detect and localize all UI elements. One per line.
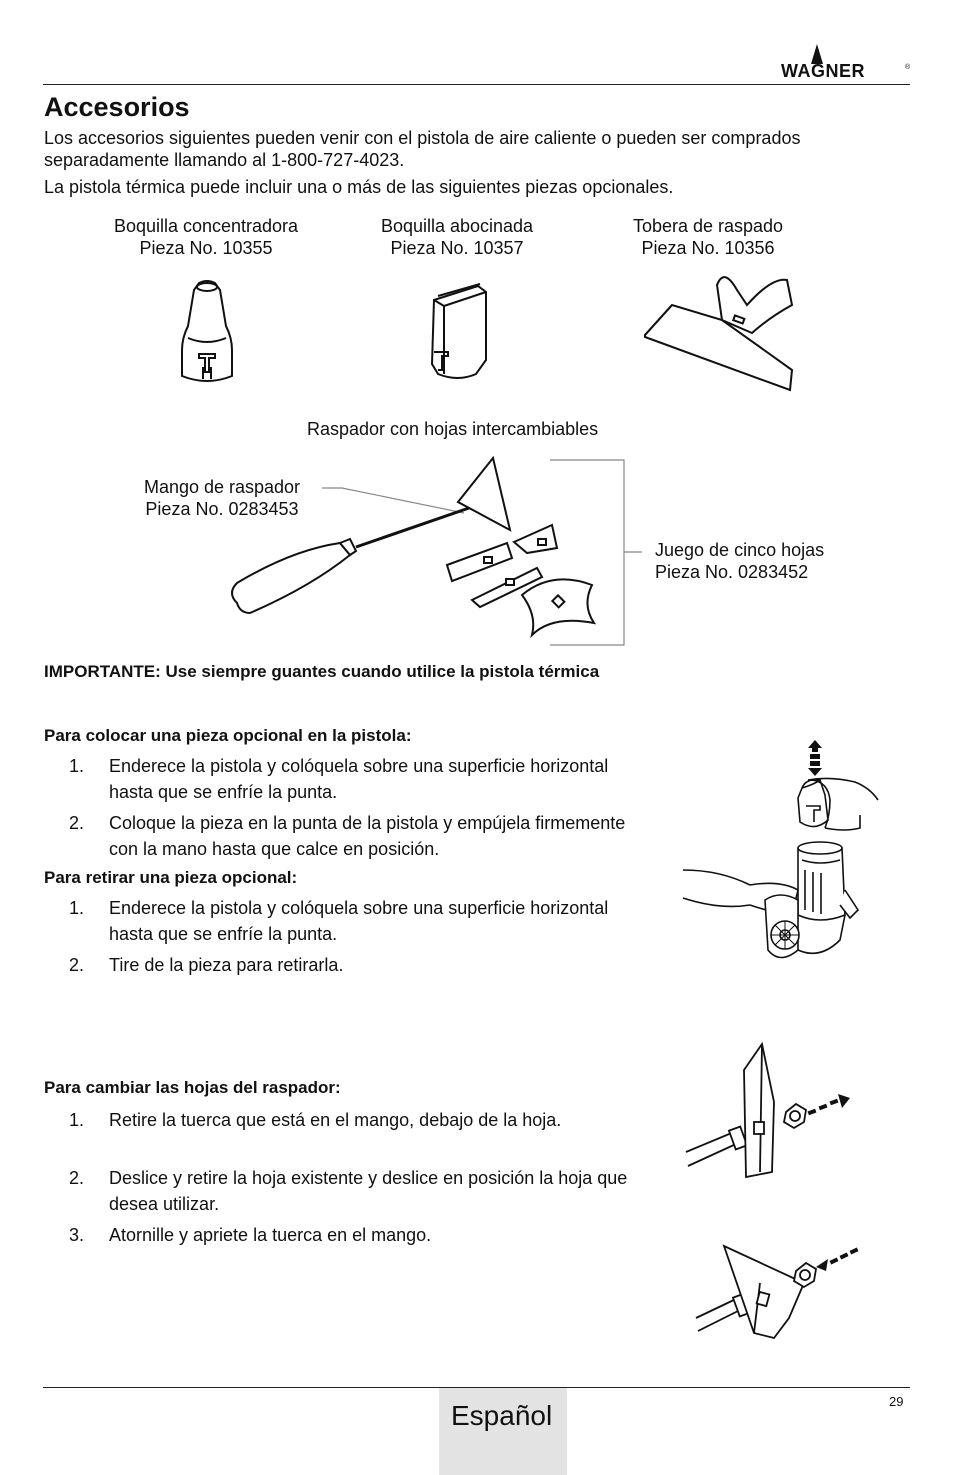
wagner-logo-text: WAGNER — [781, 61, 865, 81]
scraper-set-illustration — [222, 455, 642, 655]
accessory-caption-1 — [114, 215, 298, 259]
blades-name: Juego de cinco hojas — [655, 540, 825, 560]
attach-step-1-text: Enderece la pistola y colóquela sobre una superficie horizontal hasta que se enfríe la punta. — [109, 756, 609, 802]
blades-caption — [655, 539, 824, 583]
attach-step-2-number: 2. — [69, 813, 85, 833]
page-number: 29 — [889, 1394, 904, 1409]
attach-step-1-number: 1. — [69, 756, 85, 776]
accessory-name: Boquilla abocinada — [380, 216, 534, 236]
remove-step-1-number: 1. — [69, 898, 85, 918]
page-title: Accesorios — [44, 92, 190, 122]
handle-name: Mango de raspador — [143, 477, 301, 497]
accessory-name: Tobera de raspado — [632, 216, 784, 236]
blades-step-1-number: 1. — [69, 1110, 85, 1130]
attach-heading: Para colocar una pieza opcional en la pistola: — [44, 726, 412, 745]
heat-gun-attach-illustration — [680, 740, 880, 980]
concentrator-nozzle-icon — [177, 278, 247, 388]
accessory-part-number: Pieza No. 10356 — [641, 238, 775, 258]
blades-step-2-number: 2. — [69, 1168, 85, 1188]
language-tab — [439, 1388, 567, 1475]
intro-paragraph-2: La pistola térmica puede incluir una o más de las siguientes piezas opcionales. — [44, 177, 674, 197]
header-rule — [43, 84, 910, 85]
remove-step-2-number: 2. — [69, 955, 85, 975]
blades-heading: Para cambiar las hojas del raspador: — [44, 1078, 341, 1097]
accessory-name: Boquilla concentradora — [113, 216, 299, 236]
fan-nozzle-icon — [420, 278, 495, 388]
blades-step-3-text: Atornille y apriete la tuerca en el mango. — [109, 1225, 432, 1245]
blades-step-2-text: Deslice y retire la hoja existente y deslice en posición la hoja que desea utilizar. — [109, 1168, 628, 1214]
accessory-caption-3 — [633, 215, 783, 259]
registered-mark: ® — [905, 64, 911, 71]
accessory-part-number: Pieza No. 10357 — [390, 238, 524, 258]
handle-part-number: Pieza No. 0283453 — [145, 499, 299, 519]
blades-step-3-number: 3. — [69, 1225, 85, 1245]
language-label: Español — [451, 1400, 553, 1431]
wagner-logo — [781, 44, 911, 84]
intro-paragraph-1: Los accesorios siguientes pueden venir con el pistola de aire caliente o pueden ser comprados separadamente llamando al 1-800-727-4023. — [44, 128, 801, 170]
scraper-title: Raspador con hojas intercambiables — [307, 419, 599, 439]
remove-heading: Para retirar una pieza opcional: — [44, 868, 298, 887]
blades-part-number: Pieza No. 0283452 — [655, 562, 809, 582]
blade-removal-illustration — [684, 1042, 854, 1177]
blade-install-illustration — [694, 1243, 864, 1343]
remove-step-1-text: Enderece la pistola y colóquela sobre una superficie horizontal hasta que se enfríe la punta. — [109, 898, 609, 944]
important-note: IMPORTANTE: Use siempre guantes cuando utilice la pistola térmica — [44, 662, 600, 681]
remove-step-2-text: Tire de la pieza para retirarla. — [109, 955, 344, 975]
scraper-tip-icon — [642, 265, 802, 395]
accessory-caption-2 — [381, 215, 533, 259]
blades-step-1-text: Retire la tuerca que está en el mango, debajo de la hoja. — [109, 1110, 562, 1130]
accessory-part-number: Pieza No. 10355 — [139, 238, 273, 258]
attach-step-2-text: Coloque la pieza en la punta de la pistola y empújela firmemente con la mano hasta que calce en posición. — [109, 813, 626, 859]
